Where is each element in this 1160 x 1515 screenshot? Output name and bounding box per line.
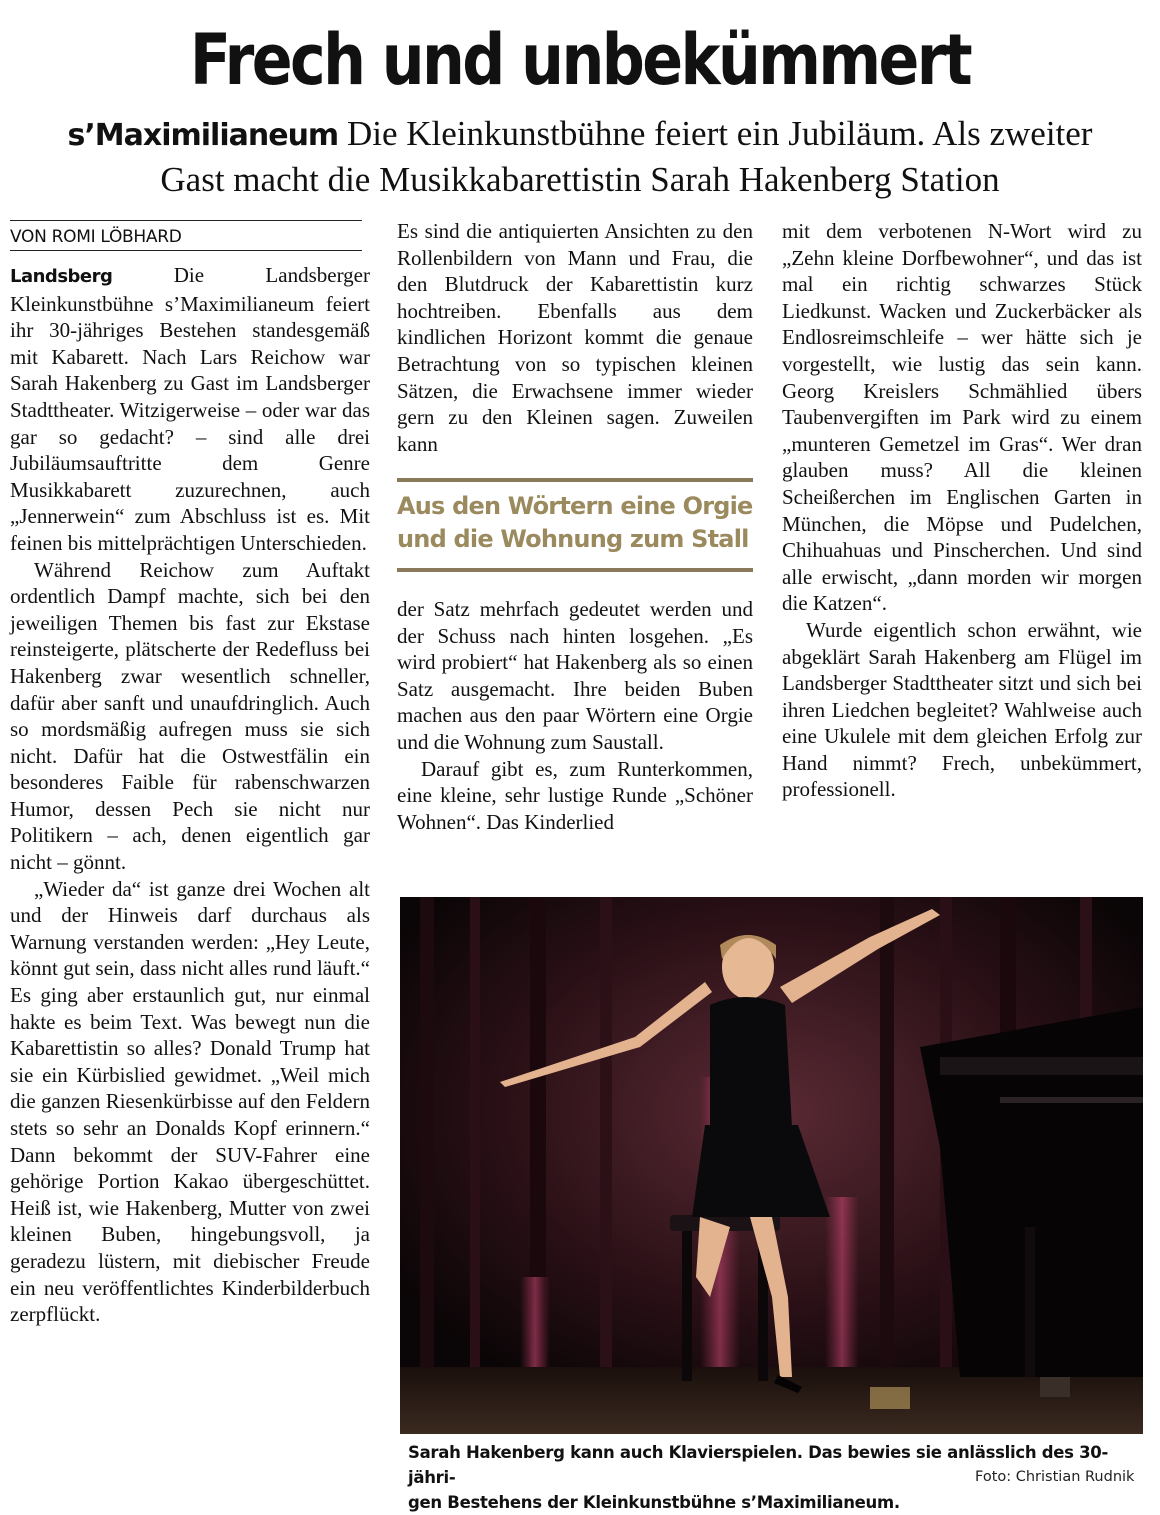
stage-photo-illustration [400, 897, 1143, 1434]
article-column-2-top [397, 218, 753, 457]
article-paragraph-7: mit dem verbotenen N-Wort wird zu „Zehn kleine Dorfbewohner“, und das ist mal ein richtig schwarzes Stück Liedkunst. Wacken und Zuckerbäcker als Endlosreimschleife – wer hätte sich je vorgestellt, wie lustig das sein kann. Georg Kreislers Schmählied übers Taubenvergiften im Park wird zu einem „munteren Gemetzel im Gras“. Wer dran glauben muss? All die kleinen Scheißerchen im Englischen Garten in München, die Möpse und Pudelchen, Chihuahuas und Pinscherchen. Und sind alle erwischt, „dann morden wir morgen die Katzen“. [782, 219, 1142, 616]
paragraph-1-text: Die Landsberger Kleinkunstbühne s’Maximilianeum feiert ihr 30-jähriges Bestehen standesgemäß mit Kabarett. Nach Lars Reichow war Sarah Hakenberg zu Gast im Landsberger Stadttheater. Witzigerweise – oder war das gar so gedacht? – sind alle drei Jubiläumsauftritte dem Genre Musikkabarett zuzurechnen, auch „Jennerwein“ zum Abschluss ist es. Mit feinen bis mittelprächtigen Unterschieden. [10, 263, 370, 555]
article-paragraph-5: der Satz mehrfach gedeutet werden und der Schuss nach hinten losgehen. „Es wird probiert“ hat Hakenberg als so einen Satz ausgemacht. Ihre beiden Buben machen aus den paar Wörtern eine Orgie und die Wohnung zum Saustall. [397, 597, 753, 754]
article-paragraph-3: „Wieder da“ ist ganze drei Wochen alt und der Hinweis darf durchaus als Warnung verstanden werden: „Hey Leute, könnt gut sein, dass nicht alles rund läuft.“ Es ging aber erstaunlich gut, nur einmal hakte es beim Text. Was bewegt nun die Kabarettistin so alles? Donald Trump hat sie ein Kürbislied gewidmet. „Weil mich die ganzen Riesenkürbisse auf den Feldern stets so sehr an Donalds Kopf erinnern.“ Dann bekommt der SUV-Fahrer eine gehörige Portion Kakao übergeschüttet. Heiß ist, wie Hakenberg, Mutter von zwei kleinen Buben, hingebungsvoll, ja geradezu lüstern, mit diebischer Freude ein neu veröffentlichtes Kinderbilderbuch zerpflückt. [10, 876, 370, 1327]
article-column-2-bottom [397, 596, 753, 835]
lead-location: Landsberg [10, 266, 113, 287]
caption-line-2: gen Bestehens der Kleinkunstbühne s’Maximilianeum. [408, 1493, 900, 1512]
pull-quote-rule-bottom [397, 568, 753, 572]
headline: Frech und unbekümmert [189, 19, 971, 101]
subhead-line-1 [0, 112, 1160, 158]
byline-rule-top [10, 220, 362, 221]
subheadline [0, 112, 1160, 202]
subhead-line-2: Gast macht die Musikkabarettistin Sarah Hakenberg Station [160, 160, 1000, 199]
article-paragraph-8: Wurde eigentlich schon erwähnt, wie abgeklärt Sarah Hakenberg am Flügel im Landsberger Stadttheater sitzt und sich bei ihren Liedchen begleitet? Wahlweise auch eine Ukulele mit dem gleichen Erfolg zur Hand nimmt? Frech, unbekümmert, professionell. [782, 617, 1142, 802]
article-paragraph-4: Es sind die antiquierten Ansichten zu den Rollenbildern von Mann und Frau, die den Blutdruck der Kabarettistin kurz hochtreiben. Ebenfalls aus dem kindlichen Horizont kommt die genaue Betrachtung von so typischen kleinen Sätzen, die Erwachsene immer wieder gern zu den Kleinen sagen. Zuweilen kann [397, 219, 753, 456]
article-paragraph-6: Darauf gibt es, zum Runterkommen, eine kleine, sehr lustige Runde „Schöner Wohnen“. Das Kinderlied [397, 756, 753, 834]
byline: VON ROMI LÖBHARD [10, 227, 182, 247]
stage-floor [400, 1367, 1143, 1434]
pull-quote [397, 490, 757, 556]
photo-credit: Foto: Christian Rudnik [975, 1469, 1135, 1485]
article-column-1 [10, 262, 370, 1328]
article-paragraph-1 [10, 262, 370, 557]
pull-quote-rule-top [397, 478, 753, 482]
pull-quote-line-2: und die Wohnung zum Stall [397, 525, 749, 553]
article-column-3 [782, 218, 1142, 803]
stage-photo [400, 897, 1143, 1434]
article-paragraph-2: Während Reichow zum Auftakt ordentlich Dampf machte, sich bei den jeweiligen Themen bis fast zur Ekstase reinsteigerte, plätscherte der Redefluss bei Hakenberg zwar wesentlich schneller, dafür aber sanft und unaufdringlich. Auch so mordsmäßig aufregen muss sie sich nicht. Dafür hat die Ostwestfälin ein besonderes Faible für rabenschwarzen Humor, dessen Pech sie nicht nur Politikern – ach, denen eigentlich gar nicht – gönnt. [10, 557, 370, 875]
pull-quote-line-1: Aus den Wörtern eine Orgie [397, 492, 753, 520]
caption-line-1: Sarah Hakenberg kann auch Klavierspielen. Das bewies sie anlässlich des 30-jähri- [408, 1443, 1109, 1487]
subhead-text-1: Die Kleinkunstbühne feiert ein Jubiläum. Als zweiter [346, 114, 1093, 153]
byline-rule-bottom [10, 250, 362, 251]
subhead-kicker: s’Maximilianeum [67, 118, 339, 153]
curtain-light-right [825, 1197, 859, 1377]
